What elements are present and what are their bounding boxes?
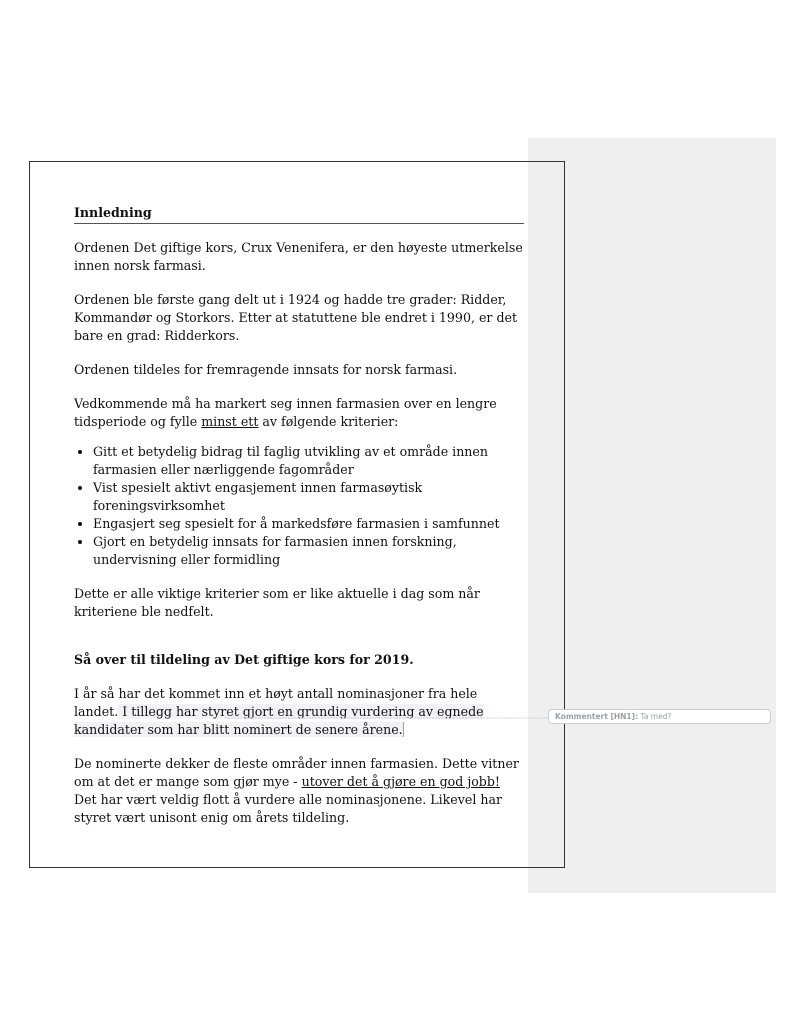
final-text-end: Det har vært veldig flott å vurdere alle nominasjonene. Likevel har styret vært unisont enig om årets tildeling. <box>74 792 502 825</box>
criteria-item: • Gitt et betydelig bidrag til faglig utvikling av et område innen farmasien eller nærliggende fagområder <box>93 443 524 479</box>
commented-text-range[interactable] <box>74 704 484 737</box>
final-text-start: De nominerte dekker de fleste områder innen farmasien. Dette vitner om at det er mange som gjør mye - <box>74 756 519 789</box>
final-paragraph <box>74 755 524 827</box>
comment-text: Ta med? <box>638 712 672 721</box>
comment-author-label: Kommentert [HN1]: <box>555 712 639 721</box>
comment-anchor-end <box>403 722 404 737</box>
document-heading: Innledning <box>74 204 524 224</box>
nomination-text: I år så har det kommet inn et høyt antall nominasjoner fra hele landet. <box>74 686 478 719</box>
comment-connector-line <box>225 717 555 719</box>
criteria-intro-end: av følgende kriterier: <box>258 414 399 429</box>
document-body[interactable] <box>74 204 524 827</box>
criteria-list <box>74 443 524 569</box>
underlined-minst-ett: minst ett <box>201 414 259 429</box>
intro-paragraph-2: Ordenen ble første gang delt ut i 1924 og hadde tre grader: Ridder, Kommandør og Storkors. Etter at statuttene ble endret i 1990, er det bare en grad: Ridderkors. <box>74 292 518 343</box>
comment-balloon[interactable] <box>548 709 771 724</box>
section-heading: Så over til tildeling av Det giftige kors for 2019. <box>74 652 414 667</box>
criteria-item: • Engasjert seg spesielt for å markedsføre farmasien i samfunnet <box>93 515 524 533</box>
nomination-paragraph <box>74 685 524 739</box>
intro-paragraph-3: Ordenen tildeles for fremragende innsats for norsk farmasi. <box>74 362 458 377</box>
criteria-outro-paragraph: Dette er alle viktige kriterier som er like aktuelle i dag som når kriteriene ble nedfelt. <box>74 586 480 619</box>
criteria-intro-paragraph <box>74 395 524 431</box>
criteria-item: • Gjort en betydelig innsats for farmasien innen forskning, undervisning eller formidling <box>93 533 524 569</box>
comment-pane <box>528 138 776 893</box>
commented-text: I tillegg har styret gjort en grundig vurdering av egnede kandidater som har blitt nominert de senere årene. <box>74 704 484 737</box>
underlined-phrase: utover det å gjøre en god jobb! <box>301 774 500 789</box>
criteria-item: • Vist spesielt aktivt engasjement innen farmasøytisk foreningsvirksomhet <box>93 479 524 515</box>
criteria-intro-text: Vedkommende må ha markert seg innen farmasien over en lengre tidsperiode og fylle <box>74 396 497 429</box>
intro-paragraph-1: Ordenen Det giftige kors, Crux Venenifera, er den høyeste utmerkelse innen norsk farmasi. <box>74 240 523 273</box>
